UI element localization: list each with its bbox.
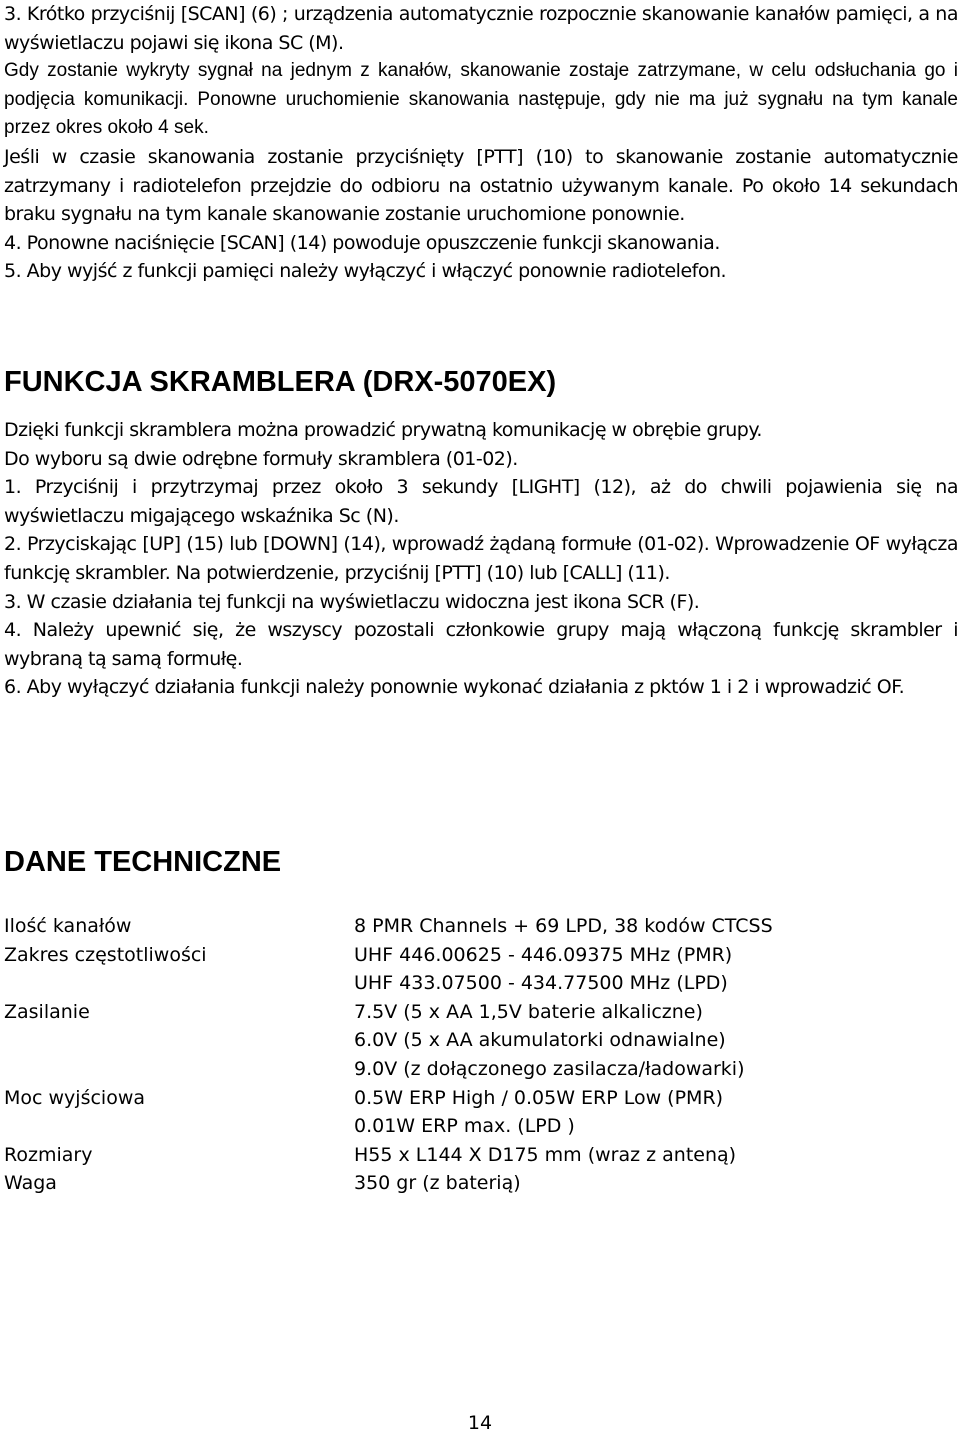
spec-label <box>4 969 354 998</box>
scan-step-5: 5. Aby wyjść z funkcji pamięci należy wyłączyć i włączyć ponownie radiotelefon. <box>4 260 727 283</box>
spec-value: 350 gr (z baterią) <box>354 1172 521 1195</box>
spec-row <box>4 998 904 1027</box>
scan-step-3-ptt: Jeśli w czasie skanowania zostanie przyciśnięty [PTT] (10) to skanowanie zostanie automatycznie zatrzymany i radiotelefon przejdzie do odbioru na ostatnio używanym kanale. Po około 14 sekundach braku sygnału na tym kanale skanowanie zostanie uruchomione ponownie. <box>4 145 958 226</box>
spec-value: UHF 446.00625 - 446.09375 MHz (PMR) <box>354 943 733 966</box>
spec-row <box>4 1141 904 1170</box>
spec-label: Zakres częstotliwości <box>4 943 207 966</box>
scrambler-step-2: 2. Przyciskając [UP] (15) lub [DOWN] (14), wprowadź żądaną formułe (01-02). Wprowadzenie OF wyłącza funkcję skrambler. Na potwierdzenie, przyciśnij [PTT] (10) lub [CALL] (11). <box>4 533 958 584</box>
specs-heading: DANE TECHNICZNE <box>4 846 282 878</box>
spec-row <box>4 1055 904 1084</box>
spec-row <box>4 912 904 941</box>
specs-table <box>4 912 904 1198</box>
spec-label <box>4 1026 354 1055</box>
scrambler-heading: FUNKCJA SKRAMBLERA (DRX-5070EX) <box>4 366 557 398</box>
scan-step-3: 3. Krótko przyciśnij [SCAN] (6) ; urządzenia automatycznie rozpocznie skanowanie kanałów pamięci, a na wyświetlaczu pojawi się ikona SC (M). <box>4 3 958 54</box>
scan-section <box>4 0 958 286</box>
spec-label: Waga <box>4 1172 57 1195</box>
spec-value: 8 PMR Channels + 69 LPD, 38 kodów CTCSS <box>354 915 773 937</box>
spec-row <box>4 941 904 970</box>
scan-step-4: 4. Ponowne naciśnięcie [SCAN] (14) powoduje opuszczenie funkcji skanowania. <box>4 231 720 254</box>
scrambler-intro-2: Do wyboru są dwie odrębne formuły skramblera (01-02). <box>4 447 518 470</box>
spec-row <box>4 1084 904 1113</box>
spec-value: UHF 433.07500 - 434.77500 MHz (LPD) <box>354 972 728 995</box>
spec-label <box>4 1112 354 1141</box>
page-number: 14 <box>467 1412 493 1434</box>
scrambler-step-1: 1. Przyciśnij i przytrzymaj przez około 3 sekundy [LIGHT] (12), aż do chwili pojawienia się na wyświetlaczu migającego wskaźnika Sc (N). <box>4 476 958 527</box>
spec-value: 7.5V (5 x AA 1,5V baterie alkaliczne) <box>354 1000 703 1023</box>
spec-label: Rozmiary <box>4 1143 93 1166</box>
spec-row <box>4 1026 904 1055</box>
spec-value: 9.0V (z dołączonego zasilacza/ładowarki) <box>354 1057 745 1080</box>
spec-label: Ilość kanałów <box>4 915 132 937</box>
scrambler-step-6: 6. Aby wyłączyć działania funkcji należy ponownie wykonać działania z pktów 1 i 2 i wprowadzić OF. <box>4 676 905 699</box>
spec-value: 6.0V (5 x AA akumulatorki odnawialne) <box>354 1029 726 1052</box>
spec-value: H55 x L144 X D175 mm (wraz z anteną) <box>354 1143 737 1166</box>
spec-row <box>4 1112 904 1141</box>
scrambler-intro-1: Dzięki funkcji skramblera można prowadzić prywatną komunikację w obrębie grupy. <box>4 419 762 441</box>
scrambler-step-4: 4. Należy upewnić się, że wszyscy pozostali członkowie grupy mają włączoną funkcję skrambler i wybraną tą samą formułę. <box>4 619 958 670</box>
spec-label: Zasilanie <box>4 1000 90 1023</box>
spec-row <box>4 969 904 998</box>
spec-row <box>4 1169 904 1198</box>
scan-step-3-detail: Gdy zostanie wykryty sygnał na jednym z kanałów, skanowanie zostaje zatrzymane, w celu odsłuchania go i podjęcia komunikacji. Ponowne uruchomienie skanowania następuje, gdy nie ma już sygnału na tym kanale przez okres około 4 sek. <box>4 60 958 139</box>
scrambler-section <box>4 416 958 702</box>
spec-label: Moc wyjściowa <box>4 1086 145 1109</box>
spec-value: 0.5W ERP High / 0.05W ERP Low (PMR) <box>354 1086 724 1109</box>
spec-label <box>4 1055 354 1084</box>
scrambler-step-3: 3. W czasie działania tej funkcji na wyświetlaczu widoczna jest ikona SCR (F). <box>4 590 700 613</box>
spec-value: 0.01W ERP max. (LPD ) <box>354 1115 575 1138</box>
